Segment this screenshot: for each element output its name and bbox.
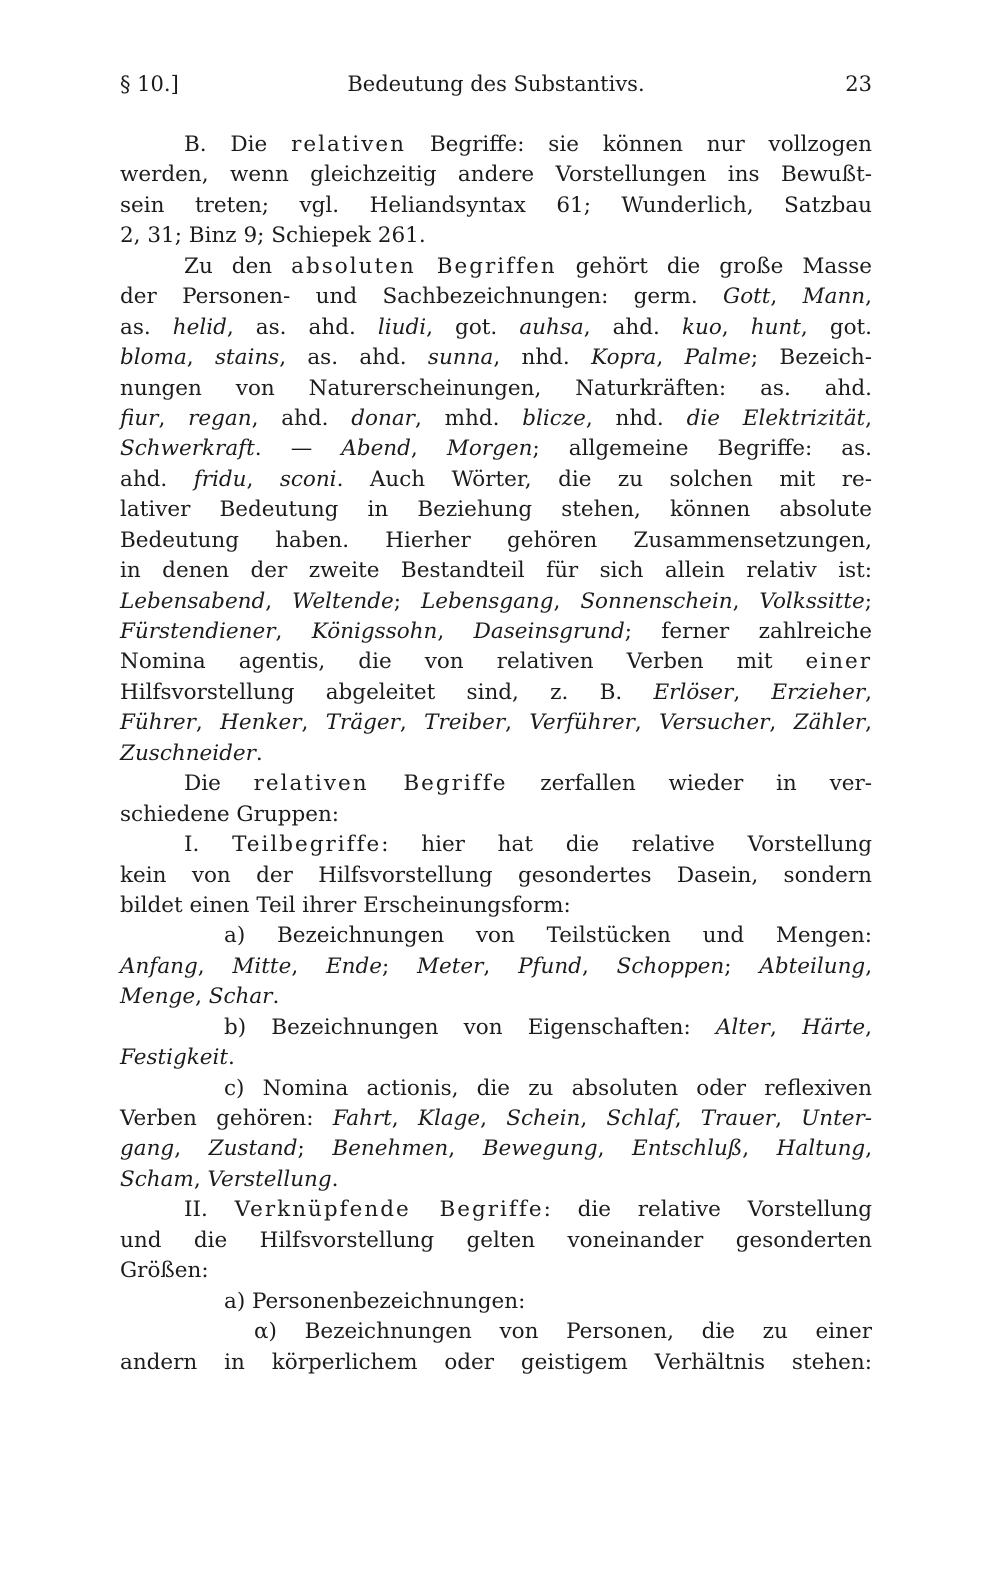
text-line: nungen von Naturerscheinungen, Naturkräften: as. ahd. bbox=[120, 375, 872, 401]
text-line: Fürstendiener, Königssohn, Daseinsgrund; ferner zahlreiche bbox=[120, 619, 872, 644]
text-line: a) Personenbezeichnungen: bbox=[224, 1288, 526, 1314]
text-line: Hilfsvorstellung abgeleitet sind, z. B. Erlöser, Erzieher, bbox=[120, 679, 873, 705]
text-line: c) Nomina actionis, die zu absoluten oder reflexiven bbox=[224, 1075, 872, 1101]
text-line: schiedene Gruppen: bbox=[120, 801, 340, 827]
text-line: Zu den absoluten Begriffen gehört die große Masse bbox=[184, 253, 872, 279]
running-head bbox=[120, 72, 872, 102]
text-line: I. Teilbegriffe: hier hat die relative Vorstellung bbox=[184, 832, 872, 858]
text-line: der Personen- und Sachbezeichnungen: germ. Gott, Mann, bbox=[120, 284, 872, 310]
text-line: in denen der zweite Bestandteil für sich allein relativ ist: bbox=[120, 558, 872, 584]
text-line: Lebensabend, Weltende; Lebensgang, Sonnenschein, Volkssitte; bbox=[120, 588, 873, 614]
text-line: Größen: bbox=[120, 1258, 209, 1284]
text-line: bloma, stains, as. ahd. sunna, nhd. Kopra, Palme; Bezeich- bbox=[120, 345, 873, 371]
body-text bbox=[120, 130, 872, 1378]
text-line: Zuschneider. bbox=[120, 740, 263, 766]
text-line: II. Verknüpfende Begriffe: die relative Vorstellung bbox=[184, 1197, 873, 1223]
text-line: as. helid, as. ahd. liudi, got. auhsa, ahd. kuo, hunt, got. bbox=[120, 314, 873, 340]
text-line: ahd. fridu, sconi. Auch Wörter, die zu solchen mit re- bbox=[120, 466, 872, 492]
text-line: werden, wenn gleichzeitig andere Vorstellungen ins Bewußt- bbox=[120, 162, 872, 188]
text-line: 2, 31; Binz 9; Schiepek 261. bbox=[120, 223, 426, 249]
text-line: Nomina agentis, die von relativen Verben mit einer bbox=[120, 649, 872, 675]
section-marker: § 10.] bbox=[120, 72, 179, 96]
text-line: Anfang, Mitte, Ende; Meter, Pfund, Schoppen; Abteilung, bbox=[120, 953, 873, 979]
text-line: B. Die relativen Begriffe: sie können nur vollzogen bbox=[184, 132, 872, 157]
page-number: 23 bbox=[845, 72, 872, 96]
text-line: und die Hilfsvorstellung gelten voneinander gesonderten bbox=[120, 1227, 872, 1253]
text-line: fiur, regan, ahd. donar, mhd. blicze, nhd. die Elektrizität, bbox=[120, 405, 873, 431]
text-line: gang, Zustand; Benehmen, Bewegung, Entschluß, Haltung, bbox=[120, 1136, 873, 1162]
text-line: Führer, Henker, Träger, Treiber, Verführer, Versucher, Zähler, bbox=[120, 710, 872, 736]
text-line: sein treten; vgl. Heliandsyntax 61; Wunderlich, Satzbau bbox=[120, 192, 872, 218]
text-line: α) Bezeichnungen von Personen, die zu einer bbox=[254, 1319, 872, 1345]
text-line: Schwerkraft. — Abend, Morgen; allgemeine Begriffe: as. bbox=[120, 436, 872, 462]
text-line: bildet einen Teil ihrer Erscheinungsform: bbox=[120, 892, 571, 918]
text-line: Verben gehören: Fahrt, Klage, Schein, Schlaf, Trauer, Unter- bbox=[120, 1106, 873, 1131]
text-line: a) Bezeichnungen von Teilstücken und Mengen: bbox=[224, 923, 872, 949]
text-line: b) Bezeichnungen von Eigenschaften: Alter, Härte, bbox=[224, 1014, 872, 1040]
text-line: lativer Bedeutung in Beziehung stehen, können absolute bbox=[120, 497, 872, 523]
text-line: kein von der Hilfsvorstellung gesondertes Dasein, sondern bbox=[120, 862, 872, 888]
text-line: Die relativen Begriffe zerfallen wieder in ver- bbox=[184, 771, 872, 797]
text-line: Menge, Schar. bbox=[120, 984, 280, 1010]
text-line: Scham, Verstellung. bbox=[120, 1166, 339, 1192]
text-line: andern in körperlichem oder geistigem Verhältnis stehen: bbox=[120, 1349, 872, 1375]
text-line: Bedeutung haben. Hierher gehören Zusammensetzungen, bbox=[120, 527, 872, 553]
running-title: Bedeutung des Substantivs. bbox=[347, 72, 645, 96]
text-line: Festigkeit. bbox=[120, 1045, 235, 1071]
